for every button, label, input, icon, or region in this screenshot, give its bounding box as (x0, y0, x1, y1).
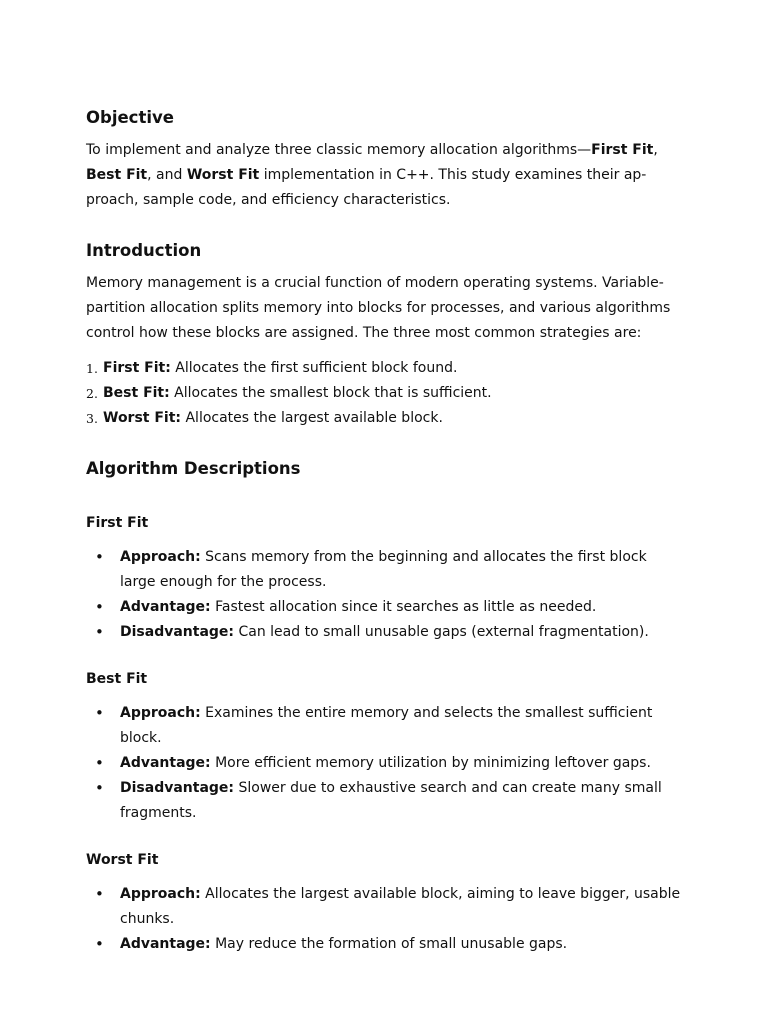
item-label: Disadvantage: (120, 624, 235, 640)
bullet-icon: • (95, 704, 104, 722)
list-item (86, 701, 686, 751)
objective-text: proach, sample code, and efficiency characteristics. (86, 192, 451, 208)
list-item (86, 381, 686, 406)
best-fit-term: Best Fit (86, 167, 148, 183)
item-label: Disadvantage: (120, 780, 235, 796)
document-content (86, 100, 686, 957)
list-number: 2. (86, 386, 98, 401)
bullet-icon: • (95, 935, 104, 953)
first-fit-heading: First Fit (86, 515, 149, 531)
item-text: Allocates the largest available block. (181, 410, 443, 426)
introduction-heading: Introduction (86, 241, 202, 260)
list-item (86, 406, 686, 431)
bullet-icon: • (95, 548, 104, 566)
bullet-icon: • (95, 598, 104, 616)
list-item (86, 545, 686, 595)
item-text: Examines the entire memory and selects the smallest sufficient block. (120, 705, 653, 746)
item-text: May reduce the formation of small unusable gaps. (210, 936, 568, 952)
list-item (86, 620, 686, 645)
item-text: Scans memory from the beginning and allocates the first block large enough for the process. (120, 549, 647, 590)
first-fit-term: First Fit (591, 142, 654, 158)
item-label: Worst Fit: (103, 410, 182, 426)
item-label: Best Fit: (103, 385, 170, 401)
introduction-line: Memory management is a crucial function of modern operating systems. Variable- (86, 275, 664, 291)
objective-text: , and (147, 167, 187, 183)
objective-text: To implement and analyze three classic memory allocation algorithms— (86, 142, 592, 158)
item-text: Allocates the first sufficient block found. (170, 360, 458, 376)
introduction-line: partition allocation splits memory into blocks for processes, and various algorithms (86, 300, 671, 316)
item-text: Can lead to small unusable gaps (external fragmentation). (234, 624, 649, 640)
bullet-icon: • (95, 754, 104, 772)
worst-fit-term: Worst Fit (186, 167, 260, 183)
best-fit-list (86, 701, 686, 826)
objective-text: implementation in C++. This study examines their ap- (259, 167, 647, 183)
list-item (86, 882, 686, 932)
item-text: Fastest allocation since it searches as little as needed. (210, 599, 597, 615)
bullet-icon: • (95, 623, 104, 641)
list-number: 1. (86, 361, 98, 376)
list-number: 3. (86, 411, 98, 426)
item-label: Approach: (120, 549, 201, 565)
introduction-line: control how these blocks are assigned. The three most common strategies are: (86, 325, 642, 341)
algorithm-descriptions-heading: Algorithm Descriptions (86, 459, 301, 478)
first-fit-list (86, 545, 686, 645)
list-item (86, 932, 686, 957)
objective-paragraph (86, 138, 686, 213)
worst-fit-list (86, 882, 686, 957)
item-label: Advantage: (120, 755, 211, 771)
item-label: Approach: (120, 705, 201, 721)
objective-heading: Objective (86, 108, 174, 127)
item-label: Advantage: (120, 936, 211, 952)
bullet-icon: • (95, 885, 104, 903)
item-label: Approach: (120, 886, 201, 902)
list-item (86, 595, 686, 620)
item-text: Allocates the smallest block that is sufficient. (169, 385, 492, 401)
bullet-icon: • (95, 779, 104, 797)
item-text: Allocates the largest available block, aiming to leave bigger, usable chunks. (120, 886, 681, 927)
item-label: Advantage: (120, 599, 211, 615)
list-item (86, 751, 686, 776)
best-fit-heading: Best Fit (86, 671, 148, 687)
worst-fit-heading: Worst Fit (86, 852, 159, 868)
item-label: First Fit: (103, 360, 171, 376)
item-text: Slower due to exhaustive search and can create many small fragments. (120, 780, 662, 821)
list-item (86, 356, 686, 381)
objective-text: , (653, 142, 658, 158)
strategies-list (86, 356, 686, 431)
list-item (86, 776, 686, 826)
item-text: More efficient memory utilization by minimizing leftover gaps. (210, 755, 651, 771)
introduction-paragraph (86, 271, 686, 346)
